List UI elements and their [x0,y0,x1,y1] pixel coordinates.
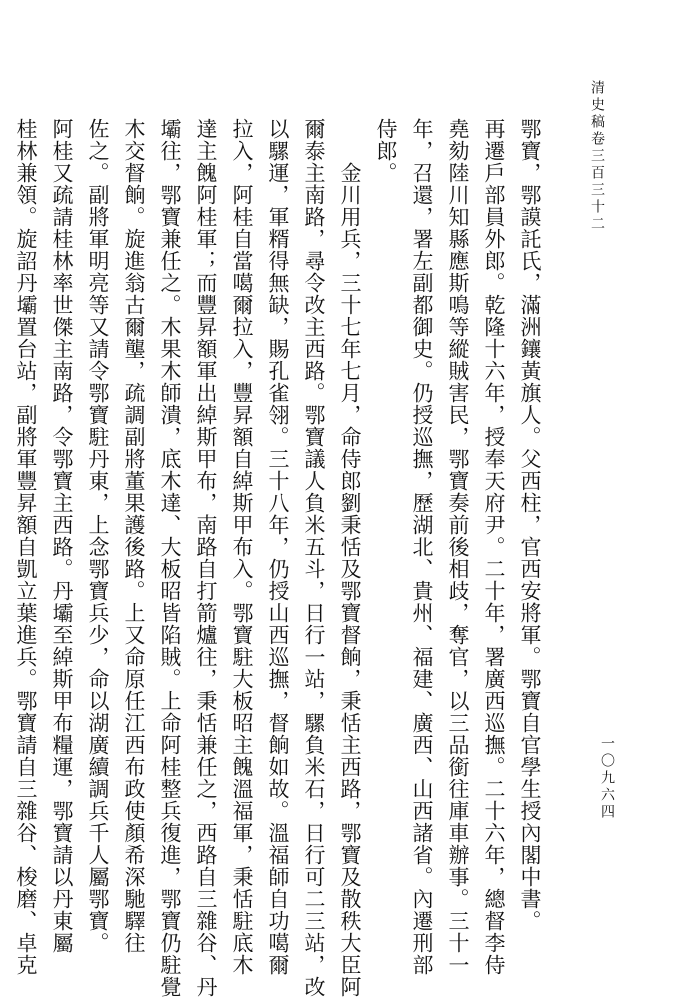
text-column: 堯劾陸川知縣應斯鳴等縱賊害民，鄂寶奏前後相歧，奪官，以三品銜往庫車辦事。三十一 [446,118,470,976]
text-column: 佐之。副將軍明亮等又請令鄂寶駐丹東，上念鄂寶兵少，命以湖廣續調兵千人屬鄂寶。 [86,118,110,954]
text-column: 再遷戶部員外郎。乾隆十六年，授奉天府尹。二十年，署廣西巡撫。二十六年，總督李侍 [482,118,506,976]
text-column: 侍郎。 [374,118,398,184]
text-column: 爾泰主南路，尋令改主西路。鄂寶議人負米五斗，日行一站，騾負米石，日行可二三站，改 [302,118,326,998]
text-column: 鄂寶，鄂謨託氏，滿洲鑲黃旗人。父西柱，官西安將軍。鄂寶自官學生授內閣中書。 [518,118,542,932]
book-title-header: 清史稿卷三百三十二 [589,80,605,233]
vertical-text-body [14,118,548,998]
text-column: 木交督餉。旋進翁古爾壟，疏調副將董果護後路。上又命原任江西布政使顏希深馳驛往 [122,118,146,954]
text-column: 達主餽阿桂軍；而豐昇額軍出綽斯甲布，南路自打箭爐往，秉恬兼任之，西路自三雜谷、丹 [194,118,218,998]
text-column: 阿桂又疏請桂林率世傑主南路，令鄂寶主西路。丹壩至綽斯甲布糧運，鄂寶請以丹東屬 [50,118,74,954]
page-number: 一〇九六四 [599,736,615,821]
text-column: 年，召還，署左副都御史。仍授巡撫，歷湖北、貴州、福建、廣西、山西諸省。內遷刑部 [410,118,434,976]
text-column: 桂林兼領。旋詔丹壩置台站，副將軍豐昇額自凱立葉進兵。鄂寶請自三雜谷、梭磨、卓克 [14,118,38,976]
text-column: 壩往，鄂寶兼任之。木果木師潰，底木達、大板昭皆陷賊。上命阿桂整兵復進，鄂寶仍駐覺 [158,118,182,998]
text-column: 金川用兵，三十七年七月，命侍郎劉秉恬及鄂寶督餉，秉恬主西路，鄂寶及散秩大臣阿 [338,162,362,998]
text-column: 拉入，阿桂自當噶爾拉入，豐昇額自綽斯甲布入。鄂寶駐大板昭主餽溫福軍，秉恬駐底木 [230,118,254,976]
text-column: 以騾運，軍糈得無缺，賜孔雀翎。三十八年，仍授山西巡撫，督餉如故。溫福師自功噶爾 [266,118,290,976]
